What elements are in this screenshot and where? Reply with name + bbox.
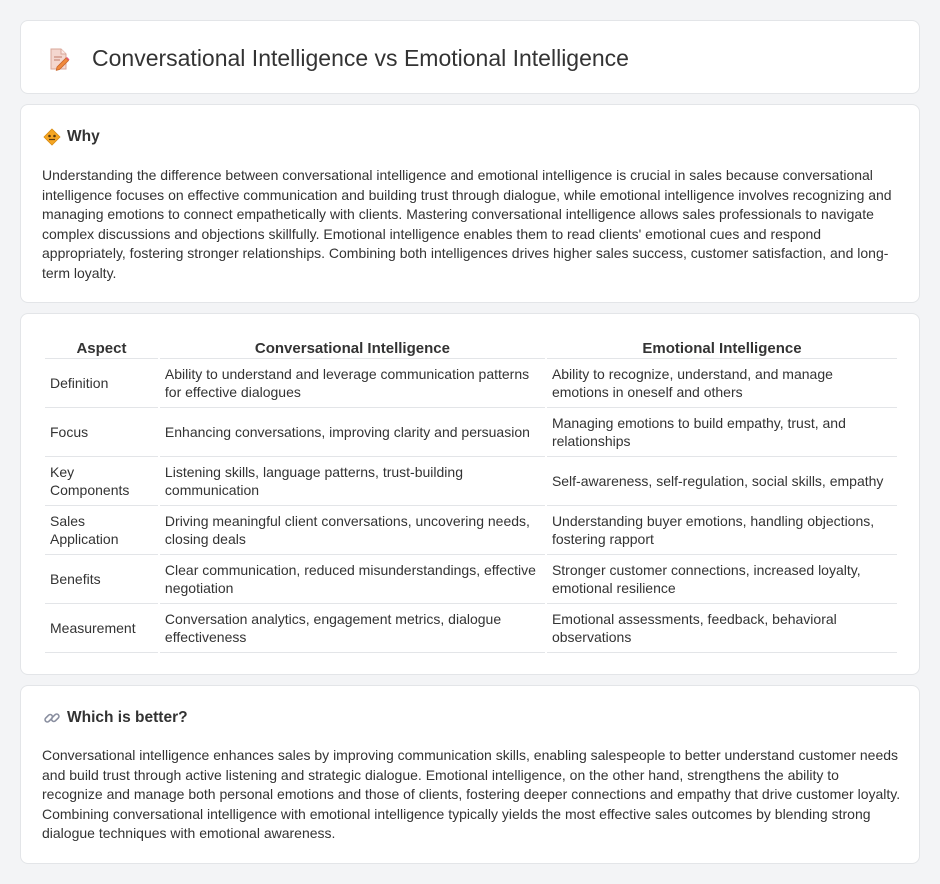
cell-emotional: Stronger customer connections, increased loyalty, emotional resilience — [547, 555, 897, 604]
cell-conversational: Clear communication, reduced misunderstandings, effective negotiation — [160, 555, 545, 604]
header-conversational: Conversational Intelligence — [160, 335, 545, 359]
link-icon — [43, 709, 61, 727]
cell-emotional: Self-awareness, self-regulation, social skills, empathy — [547, 457, 897, 506]
table-row — [45, 457, 897, 506]
cell-aspect: Key Components — [45, 457, 158, 506]
cell-aspect: Focus — [45, 408, 158, 457]
comparison-table-card — [20, 313, 920, 675]
cell-conversational: Listening skills, language patterns, trust-building communication — [160, 457, 545, 506]
cell-emotional: Understanding buyer emotions, handling objections, fostering rapport — [547, 506, 897, 555]
header-card — [20, 20, 920, 94]
cell-aspect: Definition — [45, 359, 158, 408]
table-row — [45, 359, 897, 408]
table-row — [45, 604, 897, 653]
cell-conversational: Enhancing conversations, improving clarity and persuasion — [160, 408, 545, 457]
cell-emotional: Ability to recognize, understand, and manage emotions in oneself and others — [547, 359, 897, 408]
table-header-row — [45, 335, 897, 359]
cell-aspect: Sales Application — [45, 506, 158, 555]
comparison-table — [43, 335, 899, 653]
cell-emotional: Managing emotions to build empathy, trust, and relationships — [547, 408, 897, 457]
better-title: Which is better? — [67, 709, 188, 726]
table-row — [45, 555, 897, 604]
diamond-sign-icon — [43, 128, 61, 146]
header-emotional: Emotional Intelligence — [547, 335, 897, 359]
table-row — [45, 506, 897, 555]
cell-conversational: Conversation analytics, engagement metrics, dialogue effectiveness — [160, 604, 545, 653]
why-section — [20, 104, 920, 303]
pencil-document-icon — [48, 47, 70, 71]
better-paragraph: Conversational intelligence enhances sales by improving communication skills, enabling salespeople to better understand customer needs and build trust through active listening and strategic dialogue. Emotional intelligence, on the other hand, strengthens the ability to recognize and manage both personal emotions and those of clients, fostering deeper connections and empathy that drive customer loyalty. Combining conversational intelligence with emotional intelligence typically yields the most effective sales outcomes by blending strong dialogue techniques with emotional awareness. — [42, 747, 901, 841]
why-heading — [43, 127, 100, 147]
table-row — [45, 408, 897, 457]
why-title: Why — [67, 128, 100, 145]
header-aspect: Aspect — [45, 335, 158, 359]
cell-emotional: Emotional assessments, feedback, behavioral observations — [547, 604, 897, 653]
cell-conversational: Driving meaningful client conversations, uncovering needs, closing deals — [160, 506, 545, 555]
cell-conversational: Ability to understand and leverage communication patterns for effective dialogues — [160, 359, 545, 408]
cell-aspect: Benefits — [45, 555, 158, 604]
cell-aspect: Measurement — [45, 604, 158, 653]
which-is-better-section — [20, 685, 920, 864]
page-title: Conversational Intelligence vs Emotional Intelligence — [92, 45, 629, 71]
why-paragraph: Understanding the difference between conversational intelligence and emotional intelligence is crucial in sales because conversational intelligence focuses on effective communication and building trust through dialogue, while emotional intelligence involves recognizing and managing emotions to connect empathetically with clients. Mastering conversational intelligence allows sales professionals to navigate complex discussions and objections skillfully. Emotional intelligence enables them to read clients' emotional cues and respond appropriately, fostering stronger relationships. Combining both intelligences drives higher sales success, customer satisfaction, and long-term loyalty. — [42, 167, 892, 281]
better-heading — [43, 708, 188, 728]
